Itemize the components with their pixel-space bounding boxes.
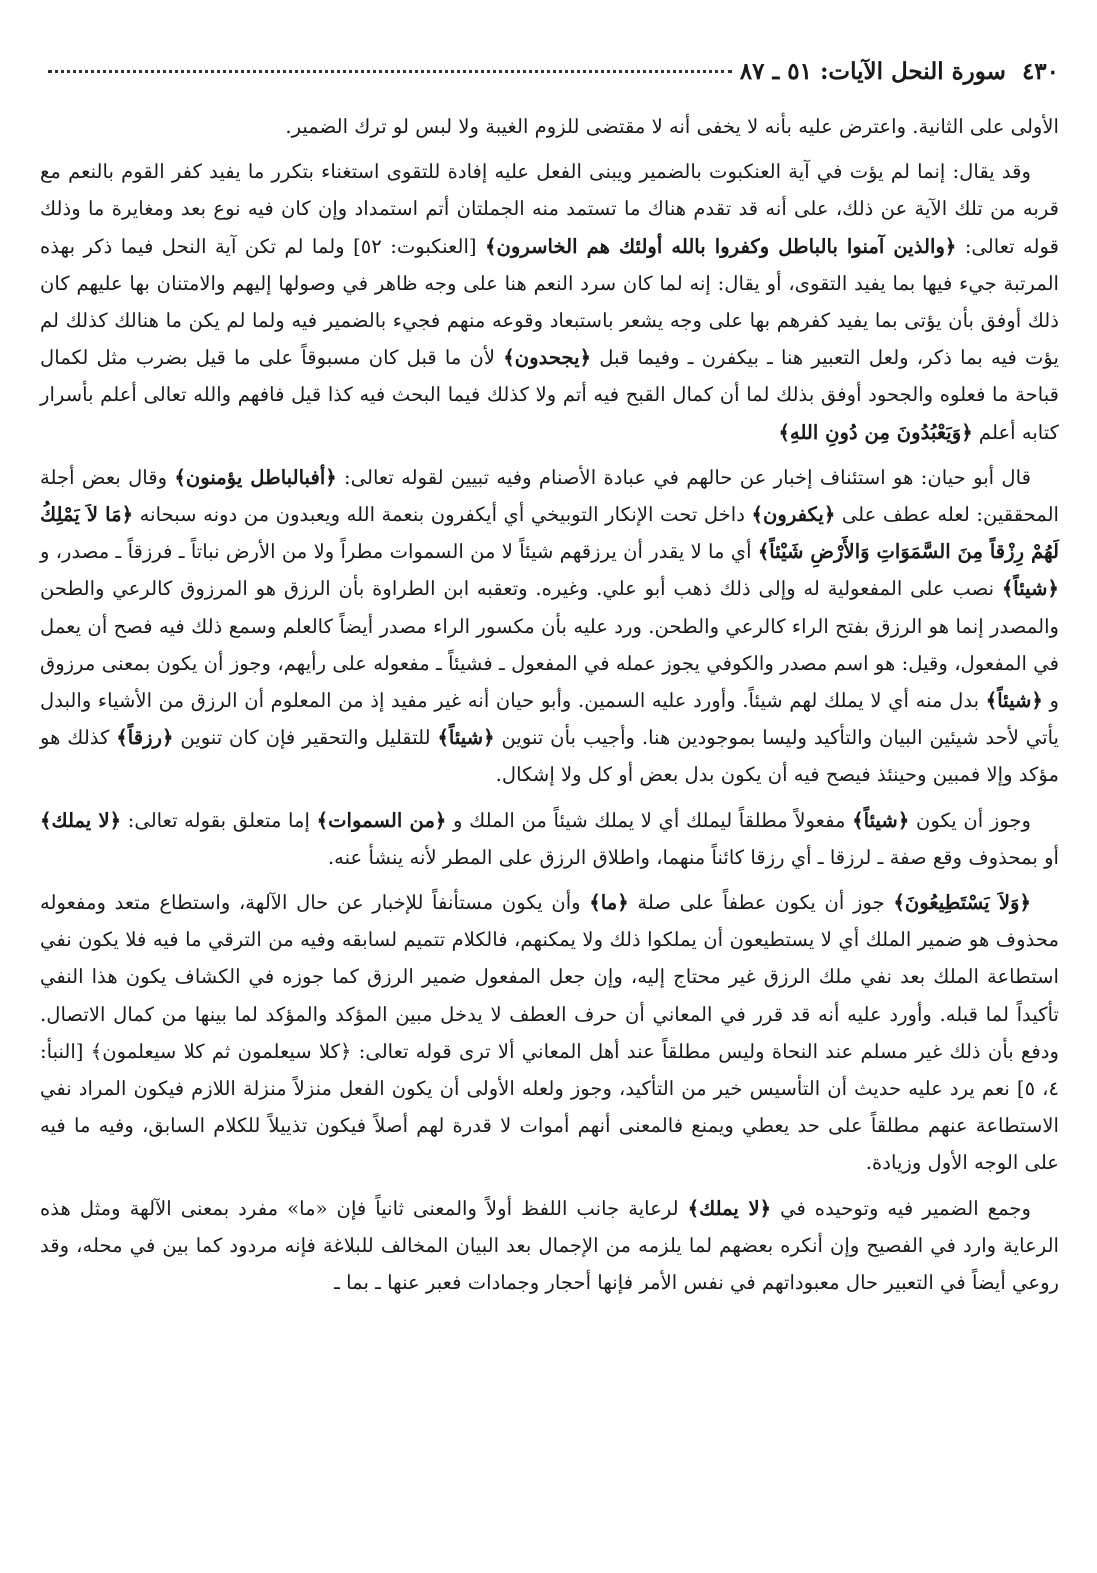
dotted-leader [48, 70, 732, 73]
paragraph-text: وأن يكون مستأنفاً للإخبار عن حال الآلهة، واستطاع متعد ومفعوله محذوف هو ضمير الملك أي لا يستطيعون أن يملكوا ذلك ولا يمكنهم، فالكلام تتميم لسابقه وفيه من الترقي ما فيه فلا يكون نفي استطاعة الملك بعد نفي ملك الرزق غير محتاج إليه، وإن جعل المفعول ضمير الرزق كما جوزه في الكشاف يكون هذا النفي تأكيداً لما قبله. وأورد عليه أنه قد قرر في المعاني أن حرف العطف لا يدخل مبين المؤكد والمؤكد لما بينها من كمال الاتصال. ودفع بأن ذلك غير مسلم عند النحاة وليس مطلقاً عند أهل المعاني ألا ترى قوله تعالى: ﴿كلا سيعلمون ثم كلا سيعلمون﴾ [النبأ: ٤، ٥] نعم يرد عليه حديث أن التأسيس خير من التأكيد، وجوز ولعله الأولى أن يكون الفعل منزلاً منزلة اللازم فيكون المراد نفي الاستطاعة عنهم مطلقاً على حد يعطي ويمنع فالمعنى أنهم أموات لا قدرة لهم أصلاً فيكون تذييلاً للكلام السابق، وفيه ما فيه على الوجه الأول وزيادة. [40, 891, 1059, 1175]
page-number: ٤٣٠ [1021, 58, 1059, 85]
paragraph [40, 884, 1059, 1182]
paragraph [40, 459, 1059, 794]
paragraph-text: للتقليل والتحقير فإن كان تنوين [173, 726, 438, 750]
quran-quote: ﴿شيئاً﴾ [985, 689, 1043, 713]
quran-quote: ﴿شيئاً﴾ [852, 808, 910, 832]
quran-quote: ﴿وَيَعْبُدُونَ مِن دُونِ اللهِ﴾ [778, 420, 973, 444]
running-title: سورة النحل الآيات: ٥١ ـ ٨٧ [739, 58, 1006, 85]
paragraph-text: وقد يقال: إنما لم يؤت في آية العنكبوت بالضمير ويبنى الفعل عليه إفادة للتقوى استغناء بتكرر ما يفيد كفر القوم بالنعم مع قربه من تلك الآية عن ذلك، على أنه قد تقدم هناك ما تستمد منه الجملتان أتم استمداد وإن كان فيه نوع بعد ومغايرة ما وذلك قوله تعالى: [40, 160, 1059, 258]
paragraph [40, 108, 1059, 145]
paragraph-text: إما متعلق بقوله تعالى: [121, 808, 317, 832]
paragraph [40, 802, 1059, 876]
quran-quote: ﴿من السموات﴾ [316, 808, 447, 832]
paragraph-text: قال أبو حيان: هو استئناف إخبار عن حالهم في عبادة الأصنام وفيه تبيين لقوله تعالى: [336, 465, 1031, 489]
quran-quote: ﴿شيئاً﴾ [437, 726, 495, 750]
page-body [40, 108, 1059, 1301]
quran-quote: ﴿ما﴾ [589, 891, 629, 915]
paragraph-text: داخل تحت الإنكار التوبيخي أي أيكفرون بنعمة الله ويعبدون من دونه سبحانه [133, 503, 752, 527]
paragraph-text: الأولى على الثانية. واعترض عليه بأنه لا يخفى أنه لا مقتضى للزوم الغيبة ولا لبس لو ترك الضمير. [285, 115, 1059, 138]
paragraph-text: وقال بعض أجلة المحققين: لعله عطف على [40, 465, 1060, 527]
quran-quote: ﴿يجحدون﴾ [503, 346, 592, 370]
quran-quote: ﴿يكفرون﴾ [751, 503, 836, 527]
paragraph-text: كذلك هو مؤكد وإلا فمبين وحينئذ فيصح فيه أن يكون بدل بعض أو كل ولا إشكال. [40, 726, 1059, 787]
paragraph-text: [العنكبوت: ٥٢] ولما لم تكن آية النحل فيما ذكر بهذه المرتبة جيء فيها بما يفيد التقوى، أو يقال: إنه لما كان سرد النعم هنا على وجه ظاهر في وصولها إليهم والامتنان بها عليهم كان ذلك أوفق بأن يؤتى بما يفيد كفرهم بها على وجه يشعر باستبعاد وقوعه منهم فجيء بالضمير فيه ولما لم يكن ما هنالك كذلك لم يؤت فيه بما ذكر، ولعل التعبير هنا ـ بيكفرن ـ وفيما قبل [40, 234, 1059, 370]
quran-quote: ﴿وَلاَ يَسْتَطِيعُونَ﴾ [893, 891, 1031, 915]
quran-quote: ﴿مَا لاَ يَمْلِكُ لَهُمْ رِزْقاً مِنَ السَّمَوَاتِ وَالأَرْضِ شَيْئاً﴾ [40, 503, 1059, 564]
quran-quote: ﴿والذين آمنوا بالباطل وكفروا بالله أولئك هم الخاسرون﴾ [485, 234, 957, 258]
quran-quote: ﴿شيئاً﴾ [1001, 577, 1059, 601]
paragraph-text: وجوز أن يكون [909, 808, 1031, 832]
quran-quote: ﴿رزقاً﴾ [116, 726, 174, 750]
paragraph [40, 153, 1059, 451]
quran-quote: ﴿لا يملك﴾ [687, 1196, 772, 1220]
paragraph-text: أي ما لا يقدر أن يرزقهم شيئاً لا من السموات مطراً ولا من الأرض نباتاً ـ فرزقاً ـ مصدر، و [40, 540, 758, 564]
paragraph-text: لرعاية جانب اللفظ أولاً والمعنى ثانياً فإن «ما» مفرد بمعنى الآلهة ومثل هذه الرعاية وارد في الفصيح وإن أنكره بعضهم لما يلزمه من الإجمال بعد البيان المخالف للبلاغة فإنه مردود كما بين في محله، وقد روعي أيضاً في التعبير حال معبوداتهم في نفس الأمر فإنها أحجار وجمادات فعبر عنها ـ بما ـ [40, 1196, 1059, 1295]
paragraph-text: نصب على المفعولية له وإلى ذلك ذهب أبو علي. وغيره. وتعقبه ابن الطراوة بأن الرزق هو المرزوق كالرعي والطحن والمصدر إنما هو الرزق بفتح الراء كالرعي والطحن. ورد عليه بأن مكسور الراء مصدر أيضاً كالعلم وسمع ذلك فيه فصح أن يعمل في المفعول، وقيل: هو اسم مصدر والكوفي يجوز عمله في المفعول ـ فشيئاً ـ مفعوله على رأيهم، وجوز أن يكون بمعنى مرزوق و [40, 577, 1059, 713]
quran-quote: ﴿لا يملك﴾ [40, 808, 122, 832]
paragraph-text: بدل منه أي لا يملك لهم شيئاً. وأورد عليه السمين. وأبو حيان أنه غير مفيد إذ من المعلوم أن الرزق من الأشياء والبدل يأتي لأحد شيئين البيان والتأكيد وليسا بموجودين هنا. وأجيب بأن تنوين [40, 689, 1059, 750]
running-header [40, 58, 1059, 92]
quran-quote: ﴿أفبالباطل يؤمنون﴾ [174, 465, 337, 489]
paragraph-text: وجمع الضمير فيه وتوحيده في [771, 1196, 1031, 1220]
paragraph-text: جوز أن يكون عطفاً على صلة [628, 891, 894, 915]
paragraph-text: مفعولاً مطلقاً ليملك أي لا يملك شيئاً من الملك و [446, 808, 853, 832]
paragraph-text: أو بمحذوف وقع صفة ـ لرزقا ـ أي رزقا كائناً منهما، واطلاق الرزق على المطر لأنه ينشأ عنه. [327, 845, 1059, 869]
paragraph [40, 1190, 1059, 1302]
paragraph-text: لأن ما قبل كان مسبوقاً على ما قيل بضرب مثل لكمال قباحة ما فعلوه والجحود أوفق بذلك لما أن كمال القبح فيه أتم ولا كذلك فيما البحث فيه كذا قيل فافهم والله تعالى أعلم بأسرار كتابه أعلم [40, 346, 1059, 444]
